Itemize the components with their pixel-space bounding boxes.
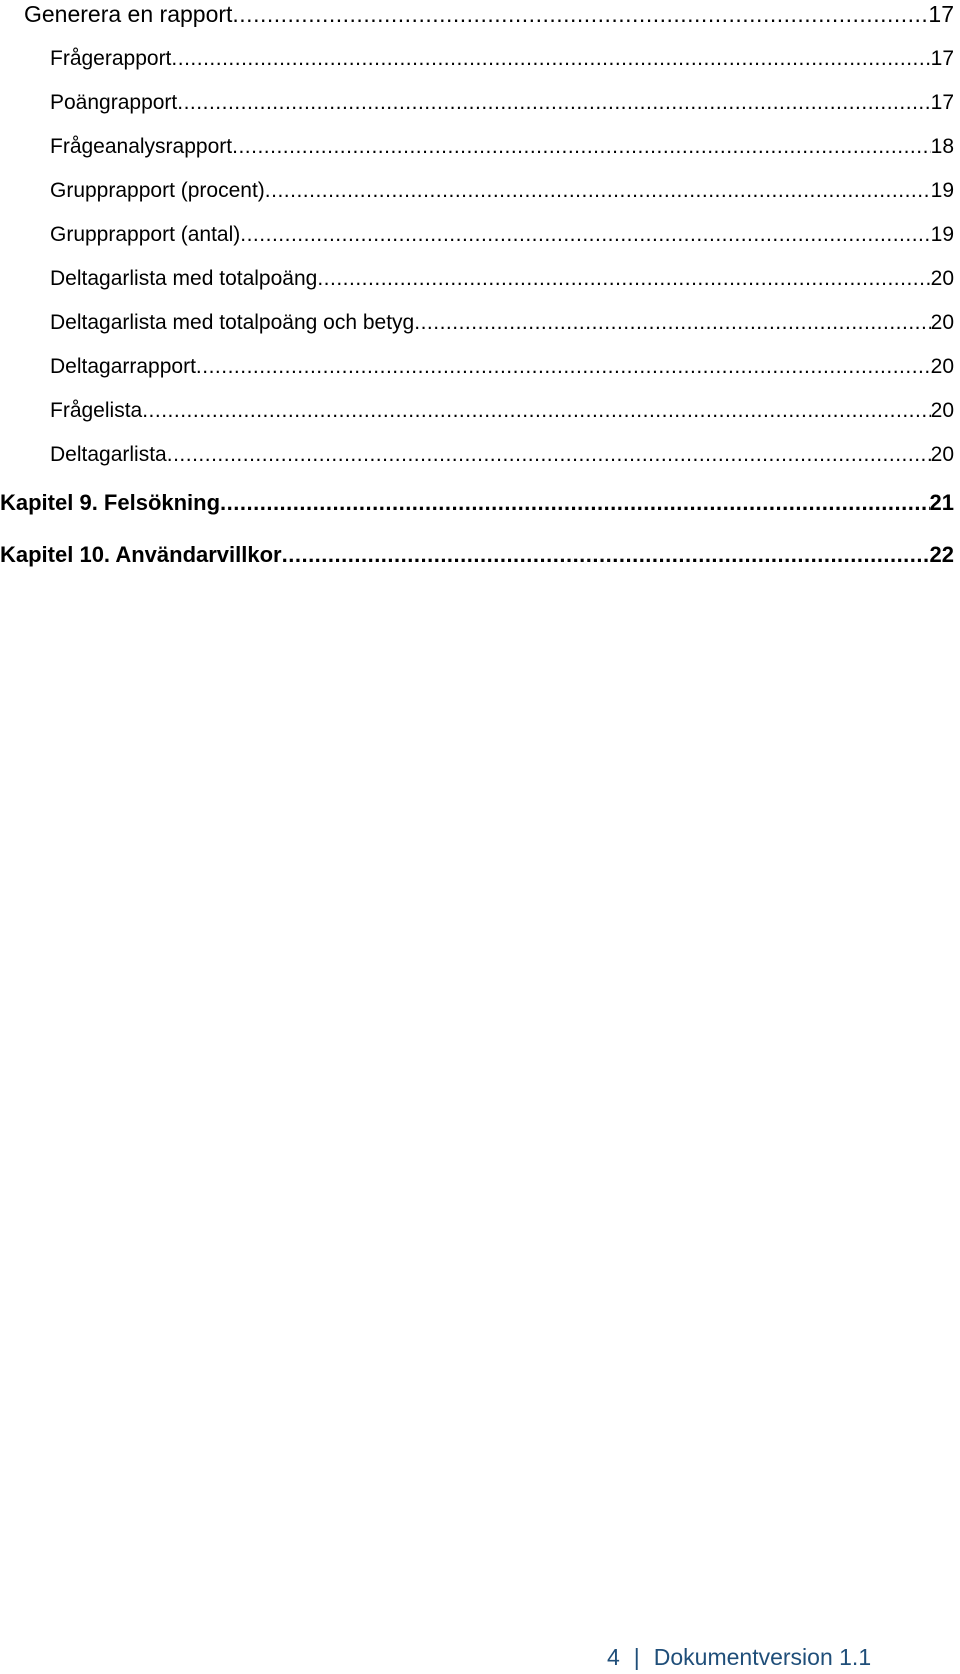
toc-leader-dots xyxy=(171,47,930,71)
toc-entry-generera-en-rapport[interactable] xyxy=(24,0,954,28)
toc-leader-dots xyxy=(167,443,931,467)
toc-entry-title: Poängrapport xyxy=(50,91,178,114)
toc-entry-page: 20 xyxy=(930,355,954,378)
toc-entry-fragerapport[interactable] xyxy=(50,44,954,71)
toc-entry-title: Deltagarrapport xyxy=(50,355,196,378)
toc-entry-frageanalysrapport[interactable] xyxy=(50,132,954,159)
toc-entry-page: 18 xyxy=(930,135,954,158)
footer-separator: | xyxy=(633,1644,640,1670)
toc-entry-deltagarlista-totalpoang[interactable] xyxy=(50,264,954,291)
toc-entry-grupprapport-procent[interactable] xyxy=(50,176,954,203)
toc-entry-deltagarrapport[interactable] xyxy=(50,352,954,379)
toc-leader-dots xyxy=(414,311,930,335)
toc-entry-title: Frågelista xyxy=(50,399,143,422)
toc-leader-dots xyxy=(240,223,930,247)
toc-leader-dots xyxy=(317,267,930,291)
page-footer xyxy=(607,1644,871,1671)
toc-entry-title: Grupprapport (antal) xyxy=(50,223,241,246)
toc-entry-grupprapport-antal[interactable] xyxy=(50,220,954,247)
toc-entry-page: 20 xyxy=(930,267,954,290)
toc-entry-page: 19 xyxy=(930,223,954,246)
toc-entry-poangrapport[interactable] xyxy=(50,88,954,115)
toc-leader-dots xyxy=(177,91,930,115)
toc-entry-page: 17 xyxy=(930,91,954,114)
toc-entry-deltagarlista-totalpoang-betyg[interactable] xyxy=(50,308,954,335)
toc-entry-title: Deltagarlista xyxy=(50,443,167,466)
toc-leader-dots xyxy=(142,399,930,423)
toc-entry-page: 19 xyxy=(930,179,954,202)
toc-entry-title: Deltagarlista med totalpoäng och betyg xyxy=(50,311,415,334)
toc-entry-title: Deltagarlista med totalpoäng xyxy=(50,267,318,290)
toc-leader-dots xyxy=(282,542,930,568)
toc-entry-page: 20 xyxy=(930,311,954,334)
toc-entry-page: 20 xyxy=(930,443,954,466)
toc-entry-title: Frågeanalysrapport xyxy=(50,135,233,158)
toc-leader-dots xyxy=(265,179,931,203)
toc-entry-kapitel-10[interactable] xyxy=(0,540,954,568)
toc-entry-fragelista[interactable] xyxy=(50,396,954,423)
toc-entry-title: Generera en rapport xyxy=(24,1,233,27)
toc-leader-dots xyxy=(232,1,928,28)
toc-entry-kapitel-9[interactable] xyxy=(0,488,954,516)
toc-entry-title: Kapitel 9. Felsökning xyxy=(0,490,221,515)
toc-leader-dots xyxy=(232,135,931,159)
toc-entry-page: 17 xyxy=(928,1,954,27)
footer-document-version: Dokumentversion 1.1 xyxy=(653,1644,872,1670)
footer-page-number: 4 xyxy=(607,1644,620,1670)
toc-leader-dots xyxy=(196,355,931,379)
toc-entry-page: 21 xyxy=(929,490,954,515)
toc-entry-page: 17 xyxy=(930,47,954,70)
toc-entry-deltagarlista[interactable] xyxy=(50,440,954,467)
toc-entry-title: Frågerapport xyxy=(50,47,172,70)
toc-leader-dots xyxy=(220,490,929,516)
toc-entry-title: Grupprapport (procent) xyxy=(50,179,265,202)
toc-entry-page: 22 xyxy=(929,542,954,567)
toc-entry-page: 20 xyxy=(930,399,954,422)
toc-entry-title: Kapitel 10. Användarvillkor xyxy=(0,542,282,567)
